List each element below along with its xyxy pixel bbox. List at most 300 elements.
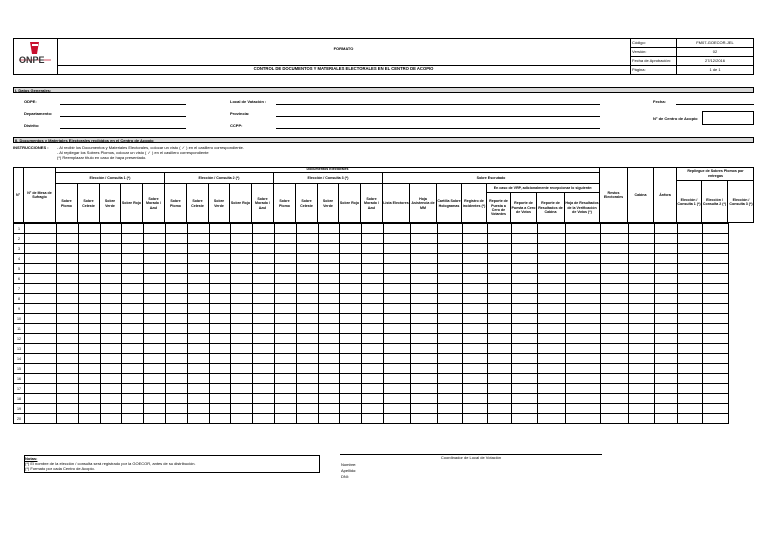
table-cell[interactable] bbox=[122, 224, 144, 234]
table-cell[interactable] bbox=[297, 254, 319, 264]
table-cell[interactable] bbox=[463, 294, 488, 304]
table-cell[interactable] bbox=[488, 284, 512, 294]
table-cell[interactable] bbox=[57, 294, 79, 304]
table-cell[interactable] bbox=[144, 344, 166, 354]
table-cell[interactable] bbox=[57, 344, 79, 354]
table-cell[interactable] bbox=[210, 364, 231, 374]
table-cell[interactable] bbox=[655, 244, 678, 254]
table-cell[interactable] bbox=[384, 304, 411, 314]
table-cell[interactable] bbox=[438, 334, 463, 344]
table-cell[interactable] bbox=[275, 264, 297, 274]
table-cell[interactable] bbox=[79, 374, 101, 384]
table-cell[interactable] bbox=[488, 364, 512, 374]
table-cell[interactable] bbox=[538, 394, 566, 404]
table-cell[interactable] bbox=[678, 394, 703, 404]
table-cell[interactable] bbox=[411, 314, 438, 324]
table-cell[interactable] bbox=[438, 324, 463, 334]
table-cell[interactable] bbox=[703, 314, 729, 324]
table-cell[interactable] bbox=[655, 224, 678, 234]
table-cell[interactable] bbox=[438, 364, 463, 374]
table-cell[interactable] bbox=[601, 324, 629, 334]
table-cell[interactable] bbox=[601, 284, 629, 294]
table-cell[interactable] bbox=[655, 304, 678, 314]
table-cell[interactable] bbox=[362, 384, 384, 394]
table-cell[interactable] bbox=[253, 384, 275, 394]
table-cell[interactable] bbox=[340, 384, 362, 394]
table-cell[interactable] bbox=[488, 304, 512, 314]
table-cell[interactable] bbox=[438, 344, 463, 354]
table-cell[interactable] bbox=[629, 314, 655, 324]
table-cell[interactable] bbox=[655, 354, 678, 364]
table-cell[interactable] bbox=[166, 364, 188, 374]
table-cell[interactable] bbox=[384, 264, 411, 274]
table-cell[interactable] bbox=[210, 314, 231, 324]
table-cell[interactable] bbox=[275, 414, 297, 424]
table-cell[interactable] bbox=[411, 384, 438, 394]
table-cell[interactable] bbox=[438, 264, 463, 274]
table-cell[interactable] bbox=[678, 244, 703, 254]
table-cell[interactable] bbox=[275, 334, 297, 344]
table-cell[interactable] bbox=[438, 274, 463, 284]
table-cell[interactable] bbox=[166, 234, 188, 244]
table-cell[interactable] bbox=[384, 344, 411, 354]
table-cell[interactable] bbox=[488, 404, 512, 414]
table-cell[interactable] bbox=[297, 354, 319, 364]
table-cell[interactable] bbox=[25, 314, 57, 324]
table-cell[interactable] bbox=[601, 374, 629, 384]
table-cell[interactable] bbox=[188, 224, 210, 234]
table-cell[interactable] bbox=[703, 404, 729, 414]
table-cell[interactable] bbox=[384, 374, 411, 384]
table-cell[interactable] bbox=[566, 284, 601, 294]
table-cell[interactable] bbox=[122, 394, 144, 404]
table-cell[interactable] bbox=[566, 334, 601, 344]
table-cell[interactable] bbox=[253, 324, 275, 334]
table-cell[interactable] bbox=[538, 404, 566, 414]
table-cell[interactable] bbox=[122, 414, 144, 424]
table-cell[interactable] bbox=[144, 254, 166, 264]
table-cell[interactable] bbox=[340, 404, 362, 414]
table-cell[interactable] bbox=[319, 294, 340, 304]
table-cell[interactable] bbox=[166, 414, 188, 424]
table-cell[interactable] bbox=[384, 414, 411, 424]
table-cell[interactable] bbox=[463, 404, 488, 414]
table-cell[interactable] bbox=[678, 314, 703, 324]
table-cell[interactable] bbox=[122, 314, 144, 324]
table-cell[interactable] bbox=[57, 244, 79, 254]
table-cell[interactable] bbox=[703, 374, 729, 384]
table-cell[interactable] bbox=[231, 244, 253, 254]
table-cell[interactable] bbox=[463, 364, 488, 374]
table-cell[interactable] bbox=[538, 224, 566, 234]
table-cell[interactable] bbox=[340, 344, 362, 354]
table-cell[interactable] bbox=[122, 404, 144, 414]
table-cell[interactable] bbox=[57, 304, 79, 314]
table-cell[interactable] bbox=[538, 324, 566, 334]
table-cell[interactable] bbox=[703, 364, 729, 374]
table-cell[interactable] bbox=[411, 244, 438, 254]
table-cell[interactable] bbox=[319, 224, 340, 234]
fecha-field[interactable] bbox=[676, 104, 754, 105]
table-cell[interactable] bbox=[210, 414, 231, 424]
table-cell[interactable] bbox=[678, 384, 703, 394]
table-cell[interactable] bbox=[340, 264, 362, 274]
table-cell[interactable] bbox=[319, 314, 340, 324]
table-cell[interactable] bbox=[188, 384, 210, 394]
table-cell[interactable] bbox=[57, 324, 79, 334]
table-cell[interactable] bbox=[319, 384, 340, 394]
table-cell[interactable] bbox=[629, 414, 655, 424]
table-cell[interactable] bbox=[538, 364, 566, 374]
table-cell[interactable] bbox=[101, 254, 122, 264]
table-cell[interactable] bbox=[384, 324, 411, 334]
table-cell[interactable] bbox=[166, 344, 188, 354]
table-cell[interactable] bbox=[512, 284, 538, 294]
table-cell[interactable] bbox=[384, 404, 411, 414]
table-cell[interactable] bbox=[463, 264, 488, 274]
table-cell[interactable] bbox=[253, 284, 275, 294]
table-cell[interactable] bbox=[275, 384, 297, 394]
table-cell[interactable] bbox=[253, 234, 275, 244]
table-cell[interactable] bbox=[101, 224, 122, 234]
table-cell[interactable] bbox=[512, 374, 538, 384]
table-cell[interactable] bbox=[384, 334, 411, 344]
table-cell[interactable] bbox=[512, 274, 538, 284]
table-cell[interactable] bbox=[25, 364, 57, 374]
table-cell[interactable] bbox=[488, 344, 512, 354]
table-cell[interactable] bbox=[210, 304, 231, 314]
table-cell[interactable] bbox=[101, 284, 122, 294]
table-cell[interactable] bbox=[566, 224, 601, 234]
table-cell[interactable] bbox=[297, 334, 319, 344]
table-cell[interactable] bbox=[253, 414, 275, 424]
table-cell[interactable] bbox=[188, 284, 210, 294]
table-cell[interactable] bbox=[319, 404, 340, 414]
table-cell[interactable] bbox=[512, 264, 538, 274]
table-cell[interactable] bbox=[231, 324, 253, 334]
table-cell[interactable] bbox=[655, 324, 678, 334]
table-cell[interactable] bbox=[411, 264, 438, 274]
table-cell[interactable] bbox=[362, 414, 384, 424]
table-cell[interactable] bbox=[438, 394, 463, 404]
table-cell[interactable] bbox=[25, 294, 57, 304]
table-cell[interactable] bbox=[57, 384, 79, 394]
table-cell[interactable] bbox=[25, 274, 57, 284]
table-cell[interactable] bbox=[512, 234, 538, 244]
table-cell[interactable] bbox=[411, 334, 438, 344]
table-cell[interactable] bbox=[384, 294, 411, 304]
table-cell[interactable] bbox=[144, 304, 166, 314]
table-cell[interactable] bbox=[703, 284, 729, 294]
table-cell[interactable] bbox=[253, 244, 275, 254]
table-cell[interactable] bbox=[275, 294, 297, 304]
table-cell[interactable] bbox=[362, 344, 384, 354]
table-cell[interactable] bbox=[362, 364, 384, 374]
table-cell[interactable] bbox=[512, 404, 538, 414]
table-cell[interactable] bbox=[210, 274, 231, 284]
table-cell[interactable] bbox=[122, 284, 144, 294]
table-cell[interactable] bbox=[166, 314, 188, 324]
table-cell[interactable] bbox=[601, 254, 629, 264]
table-cell[interactable] bbox=[231, 224, 253, 234]
table-cell[interactable] bbox=[166, 254, 188, 264]
table-cell[interactable] bbox=[488, 254, 512, 264]
table-cell[interactable] bbox=[601, 224, 629, 234]
table-cell[interactable] bbox=[144, 234, 166, 244]
table-cell[interactable] bbox=[438, 234, 463, 244]
table-cell[interactable] bbox=[655, 364, 678, 374]
table-cell[interactable] bbox=[601, 334, 629, 344]
table-cell[interactable] bbox=[57, 274, 79, 284]
table-cell[interactable] bbox=[340, 294, 362, 304]
table-cell[interactable] bbox=[79, 284, 101, 294]
table-cell[interactable] bbox=[231, 334, 253, 344]
table-cell[interactable] bbox=[411, 304, 438, 314]
table-cell[interactable] bbox=[655, 254, 678, 264]
table-cell[interactable] bbox=[340, 244, 362, 254]
table-cell[interactable] bbox=[463, 234, 488, 244]
table-cell[interactable] bbox=[79, 304, 101, 314]
table-cell[interactable] bbox=[655, 264, 678, 274]
table-cell[interactable] bbox=[488, 264, 512, 274]
table-cell[interactable] bbox=[231, 414, 253, 424]
table-cell[interactable] bbox=[188, 264, 210, 274]
table-cell[interactable] bbox=[25, 324, 57, 334]
table-cell[interactable] bbox=[340, 304, 362, 314]
table-cell[interactable] bbox=[566, 244, 601, 254]
table-cell[interactable] bbox=[57, 254, 79, 264]
departamento-field[interactable] bbox=[60, 116, 186, 117]
table-cell[interactable] bbox=[463, 374, 488, 384]
table-cell[interactable] bbox=[362, 274, 384, 284]
table-cell[interactable] bbox=[629, 324, 655, 334]
table-cell[interactable] bbox=[319, 324, 340, 334]
table-cell[interactable] bbox=[538, 264, 566, 274]
table-cell[interactable] bbox=[231, 374, 253, 384]
table-cell[interactable] bbox=[438, 284, 463, 294]
table-cell[interactable] bbox=[362, 374, 384, 384]
table-cell[interactable] bbox=[253, 394, 275, 404]
table-cell[interactable] bbox=[629, 294, 655, 304]
table-cell[interactable] bbox=[297, 264, 319, 274]
table-cell[interactable] bbox=[703, 224, 729, 234]
table-cell[interactable] bbox=[275, 374, 297, 384]
table-cell[interactable] bbox=[629, 254, 655, 264]
table-cell[interactable] bbox=[566, 344, 601, 354]
table-cell[interactable] bbox=[629, 364, 655, 374]
table-cell[interactable] bbox=[297, 344, 319, 354]
table-cell[interactable] bbox=[340, 314, 362, 324]
table-cell[interactable] bbox=[703, 334, 729, 344]
table-cell[interactable] bbox=[512, 364, 538, 374]
table-cell[interactable] bbox=[297, 314, 319, 324]
table-cell[interactable] bbox=[79, 264, 101, 274]
table-cell[interactable] bbox=[79, 274, 101, 284]
table-cell[interactable] bbox=[210, 344, 231, 354]
table-cell[interactable] bbox=[188, 244, 210, 254]
table-cell[interactable] bbox=[438, 224, 463, 234]
table-cell[interactable] bbox=[253, 314, 275, 324]
table-cell[interactable] bbox=[25, 244, 57, 254]
table-cell[interactable] bbox=[362, 354, 384, 364]
table-cell[interactable] bbox=[601, 304, 629, 314]
table-cell[interactable] bbox=[678, 354, 703, 364]
table-cell[interactable] bbox=[629, 344, 655, 354]
table-cell[interactable] bbox=[678, 224, 703, 234]
table-cell[interactable] bbox=[384, 244, 411, 254]
table-cell[interactable] bbox=[79, 344, 101, 354]
table-cell[interactable] bbox=[488, 314, 512, 324]
table-cell[interactable] bbox=[144, 314, 166, 324]
table-cell[interactable] bbox=[655, 404, 678, 414]
table-cell[interactable] bbox=[384, 314, 411, 324]
table-cell[interactable] bbox=[463, 344, 488, 354]
table-cell[interactable] bbox=[101, 404, 122, 414]
table-cell[interactable] bbox=[275, 404, 297, 414]
table-cell[interactable] bbox=[703, 384, 729, 394]
table-cell[interactable] bbox=[411, 414, 438, 424]
table-cell[interactable] bbox=[210, 244, 231, 254]
table-cell[interactable] bbox=[601, 264, 629, 274]
table-cell[interactable] bbox=[166, 334, 188, 344]
table-cell[interactable] bbox=[166, 294, 188, 304]
table-cell[interactable] bbox=[678, 294, 703, 304]
table-cell[interactable] bbox=[703, 294, 729, 304]
table-cell[interactable] bbox=[144, 374, 166, 384]
odpe-field[interactable] bbox=[60, 104, 186, 105]
table-cell[interactable] bbox=[411, 284, 438, 294]
table-cell[interactable] bbox=[411, 404, 438, 414]
table-cell[interactable] bbox=[512, 294, 538, 304]
table-cell[interactable] bbox=[362, 394, 384, 404]
table-cell[interactable] bbox=[601, 394, 629, 404]
table-cell[interactable] bbox=[629, 304, 655, 314]
table-cell[interactable] bbox=[319, 414, 340, 424]
table-cell[interactable] bbox=[253, 354, 275, 364]
table-cell[interactable] bbox=[538, 294, 566, 304]
table-cell[interactable] bbox=[166, 284, 188, 294]
table-cell[interactable] bbox=[488, 394, 512, 404]
table-cell[interactable] bbox=[25, 374, 57, 384]
table-cell[interactable] bbox=[144, 384, 166, 394]
table-cell[interactable] bbox=[340, 334, 362, 344]
table-cell[interactable] bbox=[384, 254, 411, 264]
table-cell[interactable] bbox=[79, 244, 101, 254]
table-cell[interactable] bbox=[678, 284, 703, 294]
table-cell[interactable] bbox=[188, 274, 210, 284]
table-cell[interactable] bbox=[438, 304, 463, 314]
table-cell[interactable] bbox=[629, 394, 655, 404]
table-cell[interactable] bbox=[703, 324, 729, 334]
table-cell[interactable] bbox=[463, 254, 488, 264]
table-cell[interactable] bbox=[297, 324, 319, 334]
table-cell[interactable] bbox=[275, 304, 297, 314]
table-cell[interactable] bbox=[297, 294, 319, 304]
table-cell[interactable] bbox=[275, 244, 297, 254]
table-cell[interactable] bbox=[629, 334, 655, 344]
table-cell[interactable] bbox=[463, 414, 488, 424]
table-cell[interactable] bbox=[678, 334, 703, 344]
table-cell[interactable] bbox=[566, 264, 601, 274]
table-cell[interactable] bbox=[275, 314, 297, 324]
table-cell[interactable] bbox=[488, 294, 512, 304]
table-cell[interactable] bbox=[297, 234, 319, 244]
table-cell[interactable] bbox=[566, 374, 601, 384]
table-cell[interactable] bbox=[512, 224, 538, 234]
table-cell[interactable] bbox=[166, 304, 188, 314]
table-cell[interactable] bbox=[319, 334, 340, 344]
table-cell[interactable] bbox=[384, 394, 411, 404]
table-cell[interactable] bbox=[231, 304, 253, 314]
table-cell[interactable] bbox=[538, 344, 566, 354]
table-cell[interactable] bbox=[566, 234, 601, 244]
table-cell[interactable] bbox=[253, 334, 275, 344]
table-cell[interactable] bbox=[438, 354, 463, 364]
table-cell[interactable] bbox=[188, 314, 210, 324]
table-cell[interactable] bbox=[297, 364, 319, 374]
table-cell[interactable] bbox=[101, 374, 122, 384]
table-cell[interactable] bbox=[253, 264, 275, 274]
table-cell[interactable] bbox=[319, 234, 340, 244]
table-cell[interactable] bbox=[25, 254, 57, 264]
table-cell[interactable] bbox=[57, 364, 79, 374]
table-cell[interactable] bbox=[25, 384, 57, 394]
table-cell[interactable] bbox=[25, 394, 57, 404]
table-cell[interactable] bbox=[79, 234, 101, 244]
table-cell[interactable] bbox=[79, 354, 101, 364]
table-cell[interactable] bbox=[601, 314, 629, 324]
table-cell[interactable] bbox=[384, 364, 411, 374]
table-cell[interactable] bbox=[463, 284, 488, 294]
table-cell[interactable] bbox=[210, 334, 231, 344]
table-cell[interactable] bbox=[362, 244, 384, 254]
table-cell[interactable] bbox=[275, 394, 297, 404]
table-cell[interactable] bbox=[188, 334, 210, 344]
table-cell[interactable] bbox=[319, 344, 340, 354]
table-cell[interactable] bbox=[144, 274, 166, 284]
table-cell[interactable] bbox=[275, 234, 297, 244]
table-cell[interactable] bbox=[79, 224, 101, 234]
table-cell[interactable] bbox=[210, 394, 231, 404]
table-cell[interactable] bbox=[275, 354, 297, 364]
table-cell[interactable] bbox=[340, 284, 362, 294]
table-cell[interactable] bbox=[463, 224, 488, 234]
table-cell[interactable] bbox=[166, 324, 188, 334]
table-cell[interactable] bbox=[601, 404, 629, 414]
table-cell[interactable] bbox=[57, 414, 79, 424]
table-cell[interactable] bbox=[297, 304, 319, 314]
table-cell[interactable] bbox=[297, 374, 319, 384]
table-cell[interactable] bbox=[566, 404, 601, 414]
table-cell[interactable] bbox=[231, 344, 253, 354]
table-cell[interactable] bbox=[340, 414, 362, 424]
centro-field[interactable] bbox=[702, 111, 754, 125]
table-cell[interactable] bbox=[340, 374, 362, 384]
table-cell[interactable] bbox=[629, 374, 655, 384]
table-cell[interactable] bbox=[538, 244, 566, 254]
table-cell[interactable] bbox=[231, 404, 253, 414]
table-cell[interactable] bbox=[166, 244, 188, 254]
table-cell[interactable] bbox=[166, 384, 188, 394]
table-cell[interactable] bbox=[210, 294, 231, 304]
table-cell[interactable] bbox=[512, 254, 538, 264]
table-cell[interactable] bbox=[79, 334, 101, 344]
table-cell[interactable] bbox=[566, 384, 601, 394]
table-cell[interactable] bbox=[297, 274, 319, 284]
table-cell[interactable] bbox=[703, 264, 729, 274]
table-cell[interactable] bbox=[122, 364, 144, 374]
table-cell[interactable] bbox=[629, 234, 655, 244]
